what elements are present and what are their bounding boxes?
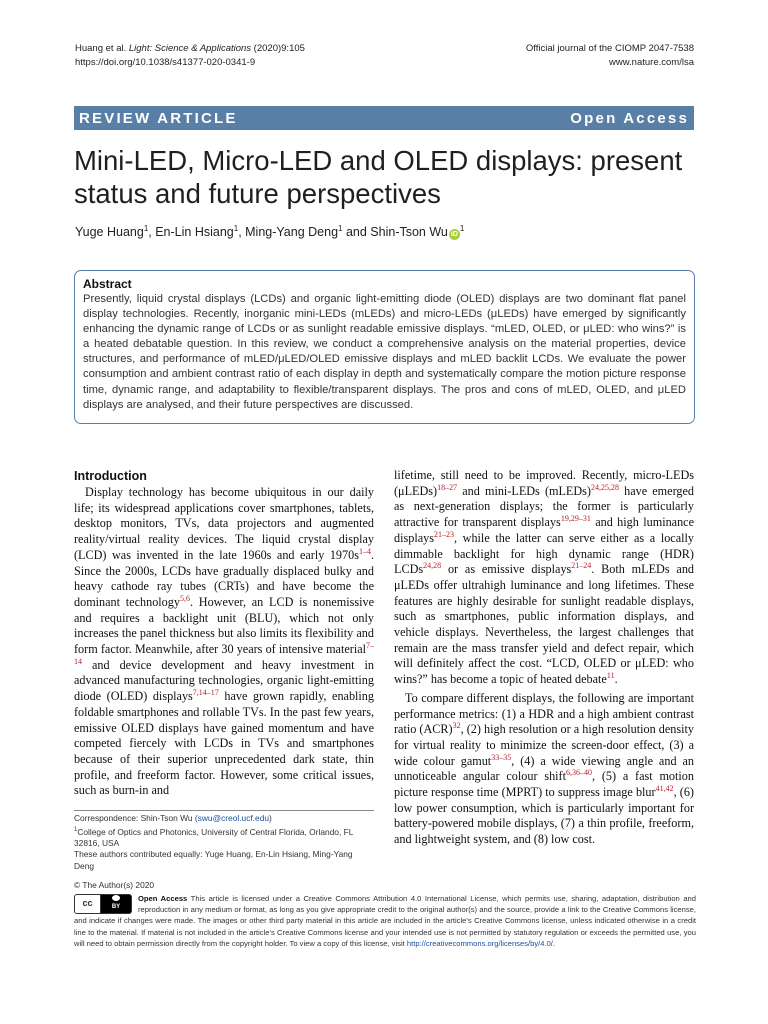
- by-icon: BY: [101, 895, 131, 913]
- body-column-right: [394, 468, 694, 848]
- license-lead: Open Access: [138, 894, 188, 903]
- license-text: This article is licensed under a Creative Commons Attribution 4.0 International License, which permits use, sharing, adaptation, distribution and reproduction in any medium or format, as long as you give appropriate credit to the original author(s) and the source, provide a link to the Creative Commons license, and indicate if changes were made. The images or other third party material in this article are included in the article's Creative Commons license, unless indicated otherwise in a credit line to the material. If material is not included in the article's Creative Commons license and your intended use is not permitted by statutory regulation or exceeds the permitted use, you will need to obtain permission directly from the copyright holder. To view a copy of this license, visit: [74, 894, 696, 948]
- email-link[interactable]: swu@creol.ucf.edu: [197, 813, 270, 823]
- citation-ref[interactable]: 21–23: [433, 529, 454, 539]
- abstract-heading: Abstract: [83, 277, 132, 291]
- citation-ref[interactable]: 41,42: [655, 784, 674, 793]
- citation-ref[interactable]: 32: [452, 721, 461, 731]
- cc-by-badge-icon[interactable]: [74, 894, 132, 914]
- author-name[interactable]: En-Lin Hsiang: [155, 225, 234, 240]
- journal-name: Light: Science & Applications: [128, 43, 252, 54]
- equal-contribution-note: These authors contributed equally: Yuge Huang, En-Lin Hsiang, Ming-Yang Deng: [74, 849, 353, 871]
- section-heading-introduction: Introduction: [74, 469, 147, 483]
- citation-ref[interactable]: 19,29–31: [560, 514, 591, 524]
- article-type-banner: [74, 106, 694, 130]
- author-name[interactable]: Ming-Yang Deng: [245, 225, 339, 240]
- journal-website-link[interactable]: www.nature.com/lsa: [608, 57, 694, 68]
- cc-icon: cc: [75, 895, 101, 913]
- article-title: Mini-LED, Micro-LED and OLED displays: present status and future perspectives: [74, 145, 683, 209]
- journal-header-right: [526, 42, 694, 70]
- citation-ref[interactable]: 6,36–40: [566, 768, 592, 778]
- citation-ref[interactable]: 1–4: [358, 546, 371, 556]
- article-type-label: REVIEW ARTICLE: [79, 109, 238, 127]
- author-name[interactable]: Yuge Huang: [75, 225, 144, 240]
- abstract-text: Presently, liquid crystal displays (LCDs) and organic light-emitting diode (OLED) displays are two dominant flat panel display technologies. Recently, inorganic mini-LEDs (mLEDs) and micro-LEDs (μLEDs) have emerged by significantly enhancing the dynamic range of LCDs or as sunlight readable emissive displays. “mLED, OLED, or μLED: who wins?” is a heated debatable question. In this review, we conduct a comprehensive analysis on the material properties, device structures, and performance of mLED/μLED/OLED emissive displays and mLED backlit LCDs. We evaluate the power consumption and ambient contrast ratio of each display in depth and systematically compare the motion picture response time, dynamic range, and adaptability to flexible/transparent displays. The pros and cons of mLED, OLED, and μLED displays are analysed, and their future perspectives are discussed.: [83, 293, 686, 411]
- affiliation: $^1$College of Optics and Photonics, University of Central Florida, Orlando, FL 32816, USA: [74, 826, 354, 848]
- body-paragraph: Display technology has become ubiquitous in our daily life; its widespread applications cover smartphones, tablets, desktop monitors, TVs, data projectors and augmented reality/virtual reality devices. The liquid crystal display (LCD) was invented in the late 1960s and early $1970s^{1-4}$. Since the 2000s, LCDs have gradually displaced bulky and heavy cathode ray tubes (CRTs) and have become the dominant technology$^{5,6}$. However, an LCD is nonemissive and requires a backlight unit (BLU), which not only increases the panel thickness but also limits its flexibility and form factor. Meanwhile, after 30 years of intensive material$^{7-14}$ and device development and heavy investment in advanced manufacturing technologies, organic light-emitting diode (OLED) displays$^{7,14-17}$ have grown rapidly, enabling foldable smartphones and rollable TVs. In the past few years, emissive OLED displays have gained momentum and have competed fiercely with LCDs in TVs and smartphones because of their superior unprecedented dark state, thin profile, and freeform factor. However, some critical issues, such as burn-in and: [74, 485, 374, 798]
- citation-ref[interactable]: 7–14: [74, 640, 374, 666]
- body-paragraph: To compare different displays, the following are important performance metrics: (1) a HDR and a high ambient contrast ratio (ACR)$^{32}$, (2) high resolution or a high resolution density for virtual reality to minimize the screen-door effect, (3) a wide colour gamut$^{33-35}$, (4) a wide viewing angle and an unnoticeable angular colour shift$^{6,36-40}$, (5) a fast motion picture response time (MPRT) to suppress image blur$^{41,42}$, (6) low power consumption, which is particularly important for battery-powered mobile displays, (7) a thin profile, freeform, and lightweight system, and (8) low cost.: [394, 690, 694, 847]
- citation-line: Huang et al. Light: Science & Applications (2020)9:105: [75, 43, 305, 54]
- journal-official: Official journal of the CIOMP 2047-7538: [525, 43, 694, 54]
- citation-ref[interactable]: 11: [606, 671, 615, 681]
- citation-ref[interactable]: 21–24: [571, 561, 592, 571]
- citation-ref[interactable]: 24,25,28: [590, 482, 619, 492]
- body-paragraph: lifetime, still need to be improved. Recently, micro-LEDs (μLEDs)$^{18-27}$ and mini-LEDs (mLEDs)$^{24,25,28}$ have emerged as next-generation displays; the former is particularly attractive for transparent displays$^{19,29-31}$ and high luminance displays$^{21-23}$, while the latter can serve either as a locally dimmable backlight for high dynamic range (HDR) LCDs$^{24,28}$ or as emissive displays$^{21-24}$. Both mLEDs and μLEDs offer ultrahigh luminance and long lifetimes. These features are highly desirable for sunlight readable displays, such as smartphones, public information displays, and vehicle displays. Nevertheless, the largest challenges that remain are the mass transfer yield and defect repair, which will definitely affect the cost. “LCD, OLED or μLED: who wins?” has become a topic of heated debate$^{11}$.: [394, 468, 695, 687]
- citation-ref[interactable]: 24,28: [423, 561, 442, 571]
- author-list: Yuge Huang$^1$, En-Lin Hsiang$^1$, Ming-Yang Deng$^1$ and Shin-Tson Wu $iD^1$: [75, 224, 465, 240]
- journal-header-left: [75, 42, 305, 70]
- body-column-left: [74, 468, 374, 799]
- copyright-notice: © The Author(s) 2020: [74, 880, 155, 890]
- orcid-icon[interactable]: iD: [450, 231, 458, 239]
- open-access-label: Open Access: [570, 109, 689, 127]
- footnotes: [74, 810, 374, 872]
- author-name[interactable]: Shin-Tson Wu: [370, 225, 448, 240]
- abstract-box: [74, 270, 695, 424]
- person-icon: [112, 895, 120, 901]
- citation-ref[interactable]: 33–35: [491, 752, 512, 762]
- citation-ref[interactable]: 18–27: [437, 482, 458, 492]
- license-block: cc BY Open Access This article is licensed under a Creative Commons Attribution 4.0 International License, which permits use, sharing, adaptation, distribution and reproduction in any medium or format, as long as you give appropriate credit to the original author(s) and the source, provide a link to the Creative Commons license, and indicate if changes were made. The images or other third party material in this article are included in the article's Creative Commons license, unless indicated otherwise in a credit line to the material. If material is not included in the article's Creative Commons license and your intended use is not permitted by statutory regulation or exceeds the permitted use, you will need to obtain permission directly from the copyright holder. To view a copy of this license, visit http://creativecommons.org/licenses/by/4.0/.: [74, 894, 696, 948]
- license-link[interactable]: http://creativecommons.org/licenses/by/4.0/: [406, 938, 553, 948]
- citation-ref[interactable]: 5,6: [179, 593, 190, 603]
- citation-ref[interactable]: 7,14–17: [192, 688, 219, 698]
- correspondence: Correspondence: Shin-Tson Wu (swu@creol.ucf.edu): [74, 813, 272, 823]
- doi-link[interactable]: https://doi.org/10.1038/s41377-020-0341-9: [75, 57, 256, 68]
